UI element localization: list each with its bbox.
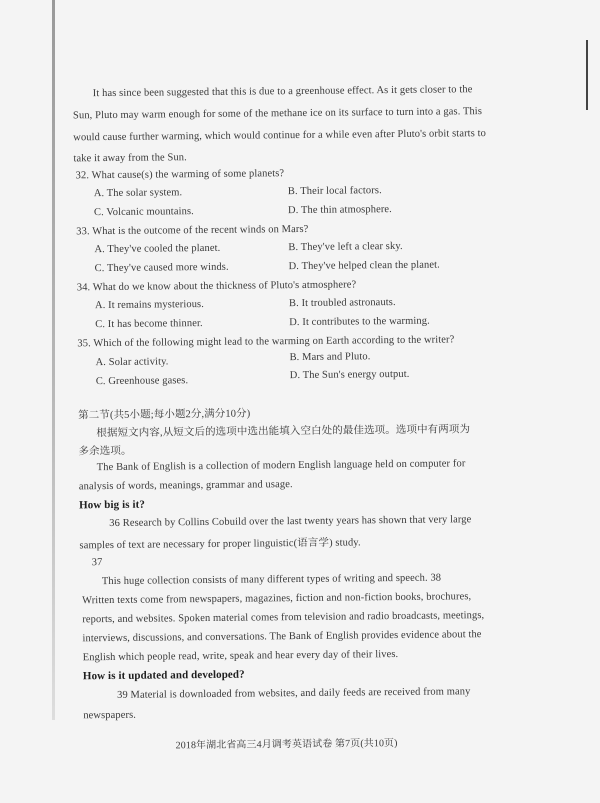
question-34: 34. What do we know about the thickness of Pluto's atmosphere? [76, 279, 357, 294]
section-instruction: 多余选项。 [78, 445, 132, 458]
option-d: D. The thin atmosphere. [287, 204, 392, 217]
question-35: 35. Which of the following might lead to the warming on Earth according to the writer? [77, 334, 455, 350]
passage-line: Sun, Pluto may warm enough for some of the methane ice on its surface to turn into a gas. This [72, 106, 483, 122]
option-d: D. They've helped clean the planet. [288, 259, 440, 273]
body-paragraph: analysis of words, meanings, grammar and usage. [78, 479, 293, 493]
option-c: C. Greenhouse gases. [95, 375, 189, 388]
body-paragraph: 36 Research by Collins Cobuild over the last twenty years has shown that very large [109, 514, 472, 530]
body-paragraph: English which people read, write, speak and hear every day of their lives. [82, 648, 399, 664]
option-b: B. Their local factors. [287, 185, 382, 198]
passage-line: It has since been suggested that this is due to a greenhouse effect. As it gets closer to the [92, 84, 473, 100]
passage-line: would cause further warming, which would continue for a while even after Pluto's orbit starts to [73, 128, 487, 144]
section-heading: 第二节(共5小题;每小题2分,满分10分) [78, 408, 251, 422]
body-paragraph: Written texts come from newspapers, magazines, fiction and non-fiction books, brochures, [82, 591, 472, 607]
option-a: A. It remains mysterious. [94, 299, 205, 312]
option-a: A. They've cooled the planet. [94, 242, 221, 256]
option-c: C. It has become thinner. [95, 318, 203, 331]
body-paragraph: 39 Material is downloaded from websites, and daily feeds are received from many [117, 686, 471, 701]
body-paragraph: interviews, discussions, and conversations. The Bank of English provides evidence about the [82, 629, 482, 645]
body-paragraph: samples of text are necessary for proper linguistic(语言学) study. [79, 537, 361, 552]
passage-line: take it away from the Sun. [73, 152, 187, 165]
page-footer: 2018年湖北省高三4月调考英语试卷 第7页(共10页) [175, 737, 398, 752]
subheading: How big is it? [79, 498, 146, 512]
blank-37: 37 [91, 557, 103, 569]
body-paragraph: The Bank of English is a collection of modern English language held on computer for [96, 458, 466, 474]
option-a: A. Solar activity. [95, 356, 169, 369]
body-paragraph: newspapers. [83, 709, 137, 722]
option-b: B. It troubled astronauts. [288, 296, 396, 310]
section-instruction: 根据短文内容,从短文后的选项中选出能填入空白处的最佳选项。选项中有两项为 [96, 424, 471, 440]
option-d: D. The Sun's energy output. [289, 368, 410, 382]
question-33: 33. What is the outcome of the recent winds on Mars? [76, 223, 309, 238]
option-b: B. Mars and Pluto. [289, 351, 371, 364]
body-paragraph: reports, and websites. Spoken material comes from television and radio broadcasts, meetings, [82, 610, 485, 626]
option-c: C. They've caused more winds. [94, 261, 229, 275]
subheading: How is it updated and developed? [82, 668, 245, 683]
body-paragraph: This huge collection consists of many different types of writing and speech. 38 [101, 572, 442, 588]
option-c: C. Volcanic mountains. [93, 206, 194, 219]
option-a: A. The solar system. [93, 187, 183, 200]
question-32: 32. What cause(s) the warming of some planets? [75, 168, 285, 182]
option-d: D. It contributes to the warming. [289, 315, 430, 329]
option-b: B. They've left a clear sky. [288, 240, 403, 254]
